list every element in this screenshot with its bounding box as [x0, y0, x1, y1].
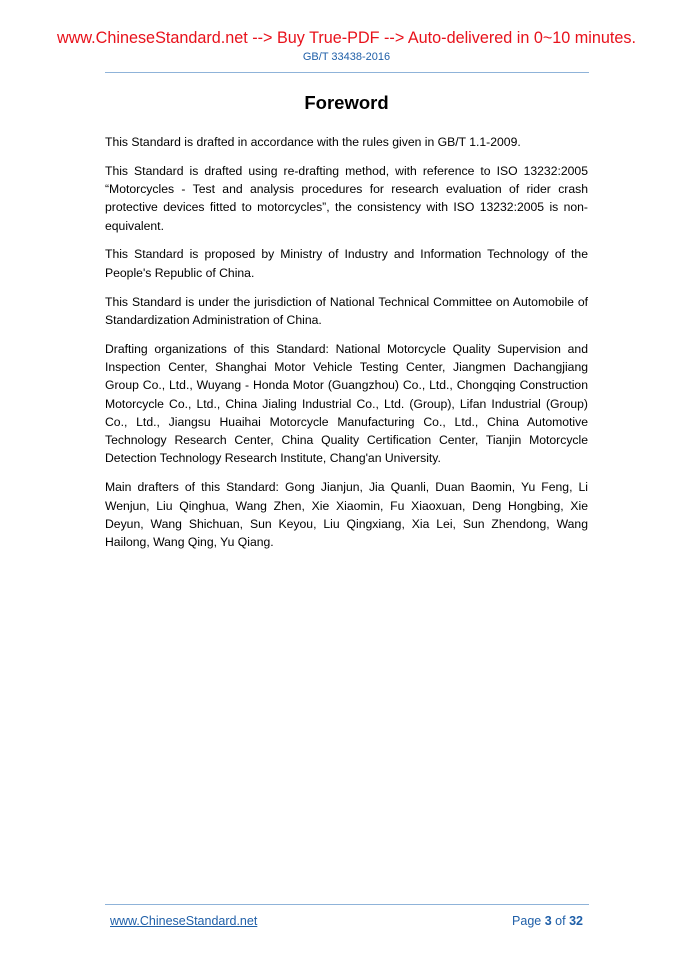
footer-divider: [105, 904, 589, 905]
paragraph-main-drafters: Main drafters of this Standard: Gong Jianjun, Jia Quanli, Duan Baomin, Yu Feng, Li Wenjun, Liu Qinghua, Wang Zhen, Xie Xiaomin, Fu Xiaoxuan, Deng Hongbing, Xie Deyun, Wang Shichuan, Sun Keyou, Liu Qingxiang, Xia Lei, Sun Zhendong, Wang Hailong, Wang Qing, Yu Qiang.: [105, 480, 588, 550]
standard-code-header: GB/T 33438-2016: [302, 51, 391, 63]
top-banner[interactable]: www.ChineseStandard.net --> Buy True-PDF --> Auto-delivered in 0~10 minutes.: [57, 29, 636, 47]
page-current: 3: [544, 914, 552, 928]
foreword-body: [105, 133, 588, 562]
page-total: 32: [569, 914, 583, 928]
page-title: Foreword: [304, 92, 389, 113]
header-divider: [105, 72, 589, 73]
page-prefix: Page: [512, 914, 542, 928]
paragraph-redrafting-method: This Standard is drafted using re-drafting method, with reference to ISO 13232:2005 “Motorcycles - Test and analysis procedures for research evaluation of rider crash protective devices fitted to motorcycles”, the consistency with ISO 13232:2005 is non-equivalent.: [105, 163, 588, 233]
paragraph-drafting-organizations: Drafting organizations of this Standard: National Motorcycle Quality Supervision and Inspection Center, Shanghai Motor Vehicle Testing Center, Jiangmen Dachangjiang Group Co., Ltd., Wuyang - Honda Motor (Guangzhou) Co., Ltd., Chongqing Construction Motorcycle Co., Ltd., China Jialing Industrial Co., Ltd. (Group), Lifan Industrial (Group) Co., Ltd., Jiangsu Huaihai Motorcycle Manufacturing Co., Ltd., China Automotive Technology Research Center, China Quality Certification Center, Tianjin Motorcycle Detection Technology Research Institute, Chang'an University.: [105, 341, 588, 466]
paragraph-proposed-by: This Standard is proposed by Ministry of Industry and Information Technology of the People's Republic of China.: [105, 247, 588, 280]
paragraph-drafting-rules: This Standard is drafted in accordance with the rules given in GB/T 1.1-2009.: [105, 135, 521, 149]
page-number: [512, 913, 583, 929]
paragraph-jurisdiction: This Standard is under the jurisdiction of National Technical Committee on Automobile of Standardization Administration of China.: [105, 294, 588, 327]
page-of: of: [555, 914, 566, 928]
footer-site-link[interactable]: www.ChineseStandard.net: [110, 914, 258, 928]
